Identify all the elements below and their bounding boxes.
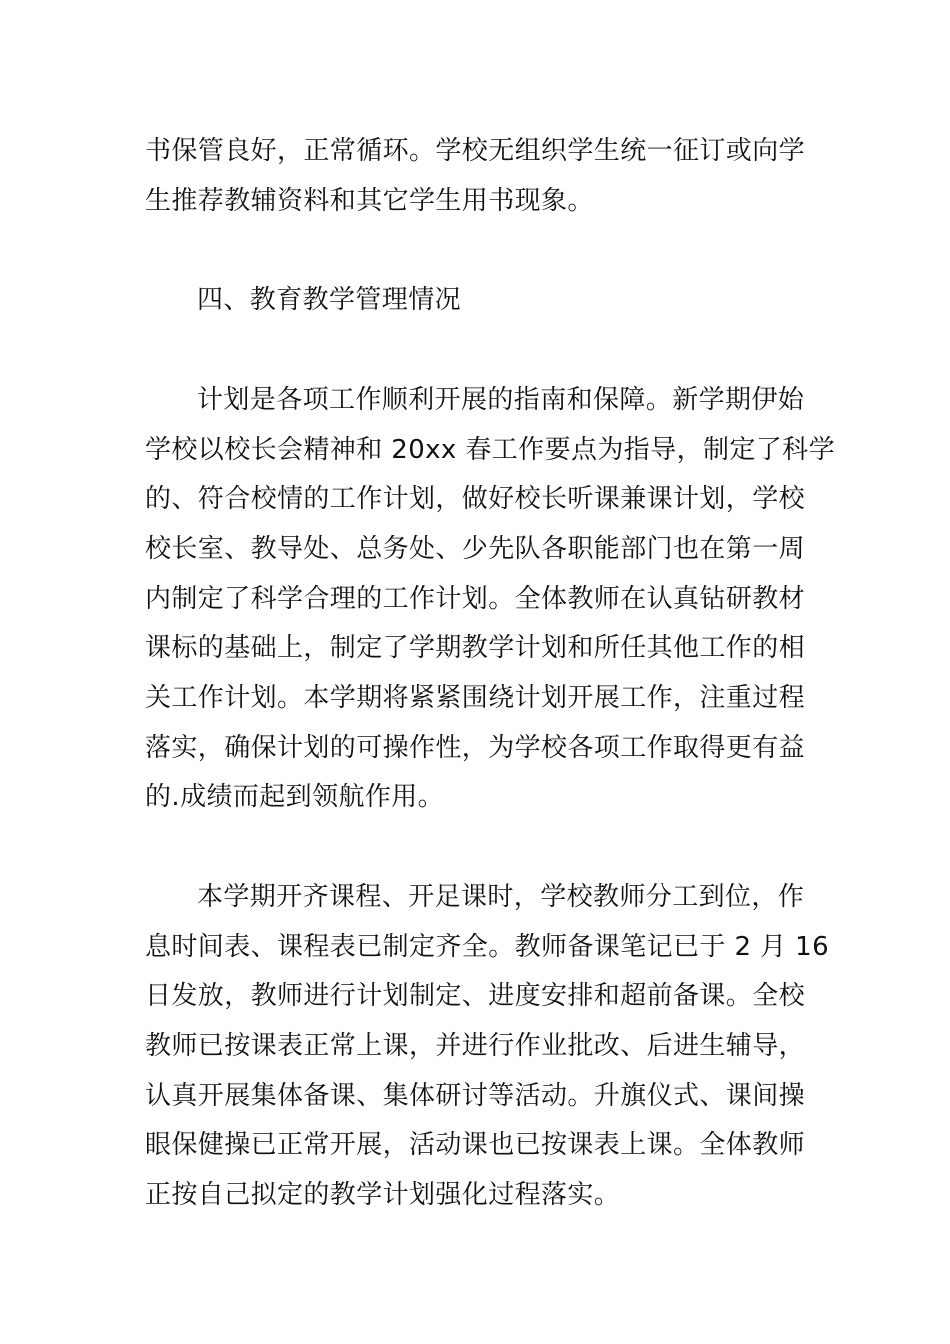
paragraph-line: 书保管良好，正常循环。学校无组织学生统一征订或向学 — [145, 136, 806, 166]
paragraph-line: 眼保健操已正常开展，活动课也已按课表上课。全体教师 — [145, 1130, 806, 1160]
paragraph-line: 息时间表、课程表已制定齐全。教师备课笔记已于 2 月 16 — [145, 932, 830, 962]
paragraph-line: 关工作计划。本学期将紧紧围绕计划开展工作，注重过程 — [145, 683, 806, 713]
paragraph-line: 的、符合校情的工作计划，做好校长听课兼课计划，学校 — [145, 484, 806, 514]
paragraph-line: 日发放，教师进行计划制定、进度安排和超前备课。全校 — [145, 981, 806, 1011]
paragraph-line: 内制定了科学合理的工作计划。全体教师在认真钻研教材 — [145, 584, 806, 614]
paragraph-line: 认真开展集体备课、集体研讨等活动。升旗仪式、课间操 — [145, 1081, 806, 1111]
paragraph-line: 本学期开齐课程、开足课时，学校教师分工到位，作 — [197, 882, 805, 912]
section-heading: 四、教育教学管理情况 — [197, 285, 462, 315]
paragraph-line: 教师已按课表正常上课，并进行作业批改、后进生辅导， — [145, 1031, 806, 1061]
paragraph-line: 正按自己拟定的教学计划强化过程落实。 — [145, 1180, 621, 1210]
paragraph-line: 课标的基础上，制定了学期教学计划和所任其他工作的相 — [145, 633, 806, 663]
paragraph-line: 生推荐教辅资料和其它学生用书现象。 — [145, 186, 594, 216]
paragraph-line: 校长室、教导处、总务处、少先队各职能部门也在第一周 — [145, 534, 806, 564]
paragraph-line: 落实，确保计划的可操作性，为学校各项工作取得更有益 — [145, 733, 806, 763]
paragraph-line: 学校以校长会精神和 20xx 春工作要点为指导，制定了科学 — [145, 435, 835, 465]
paragraph-line: 的.成绩而起到领航作用。 — [145, 782, 445, 812]
paragraph-line: 计划是各项工作顺利开展的指南和保障。新学期伊始 — [197, 385, 805, 415]
